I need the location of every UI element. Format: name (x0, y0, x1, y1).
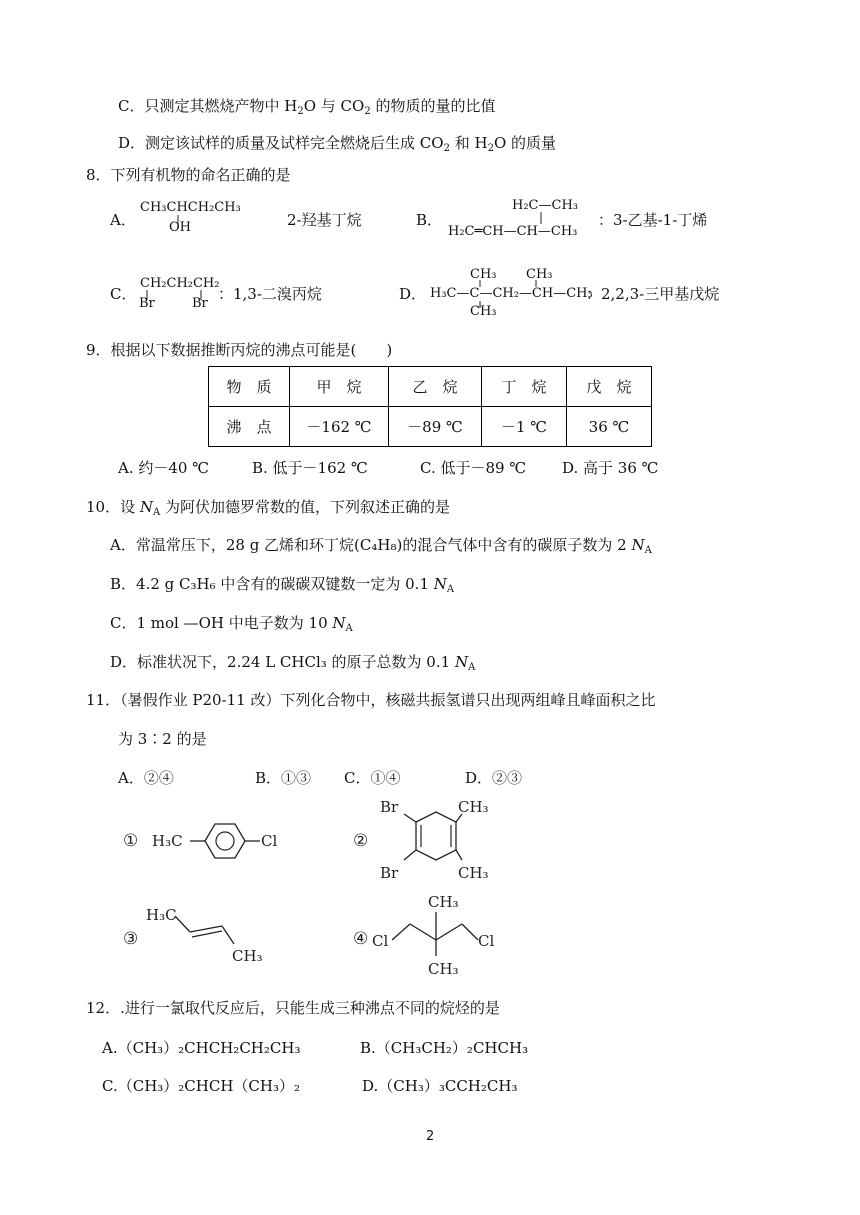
table-cell: －1 ℃ (482, 407, 567, 447)
q11-option-d: D．②③ (465, 769, 523, 787)
q9-option-b: B. 低于－162 ℃ (252, 459, 368, 477)
q11-stem-line2: 为 3∶2 的是 (118, 730, 207, 748)
q11-stem-line1: 11．（暑假作业 P20-11 改）下列化合物中，核磁共振氢谱只出现两组峰且峰面积之比 (86, 691, 656, 709)
q8-c-br1: Br (139, 296, 155, 311)
molecule-2-br-top: Br (380, 798, 399, 816)
molecule-3-2-butene (118, 900, 278, 975)
q10-option-c: C．1 mol —OH 中电子数为 10 $N_A$ (110, 614, 353, 634)
q7-option-c: C．只测定其燃烧产物中 $H_2O$ 与 $CO_2$ 的物质的量的比值 (118, 97, 496, 117)
q11-option-b: B．①③ (255, 769, 312, 787)
q9-option-a: A. 约－40 ℃ (118, 459, 210, 477)
molecule-2-br-bottom: Br (380, 864, 399, 882)
q8-a-name: 2-羟基丁烷 (287, 211, 362, 229)
molecule-2-ch3-top: CH₃ (458, 798, 489, 816)
molecule-4-number: ④ (353, 929, 369, 949)
molecule-3-bottom-group: CH₃ (232, 947, 263, 965)
molecule-4-cl-right: Cl (478, 932, 495, 950)
q11-option-c: C．①④ (344, 769, 401, 787)
q10-option-b: B．4.2 g C₃H₆ 中含有的碳碳双键数一定为 0.1 $N_A$ (110, 575, 455, 595)
q8-c-name: ：1,3-二溴丙烷 (218, 285, 322, 303)
q9-option-c: C. 低于－89 ℃ (420, 459, 527, 477)
q8-d-name: ：2,2,3-三甲基戊烷 (586, 285, 720, 303)
table-cell: 36 ℃ (567, 407, 652, 447)
q10-option-d: D．标准状况下，2.24 L CHCl₃ 的原子总数为 0.1 $N_A$ (110, 653, 476, 673)
molecule-2-dibromo-dimethyl-ring (350, 796, 510, 886)
q10-option-a: A．常温常压下，28 g 乙烯和环丁烷(C₄H₈)的混合气体中含有的碳原子数为 2 $N_A$ (110, 536, 652, 556)
table-row (209, 407, 652, 447)
molecule-1-left-group: H₃C (152, 832, 183, 850)
q8-d-ch3a: CH₃ (470, 267, 497, 282)
q12-option-d: D.（CH₃）₃CCH₂CH₃ (362, 1077, 518, 1095)
q8-option-a-label: A． (110, 211, 136, 229)
molecule-4-dichloro-neopentane (350, 890, 520, 980)
molecule-2-number: ② (353, 831, 369, 851)
q8-a-oh: OH (169, 220, 191, 235)
molecule-3-number: ③ (123, 929, 139, 949)
q11-option-a: A．②④ (118, 769, 174, 787)
q8-c-br2: Br (192, 296, 208, 311)
molecule-4-ch3-bottom: CH₃ (428, 960, 459, 978)
q8-b-name: ：3-乙基-1-丁烯 (598, 211, 708, 229)
q12-option-c: C.（CH₃）₂CHCH（CH₃）₂ (102, 1077, 300, 1095)
molecule-1-number: ① (123, 831, 139, 851)
q8-a-formula: CH₃CHCH₂CH₃ (140, 200, 241, 215)
table-cell: 乙 烷 (389, 367, 482, 407)
q12-option-b: B.（CH₃CH₂）₂CHCH₃ (360, 1039, 529, 1057)
q8-b-top: H₂C—CH₃ (512, 198, 578, 213)
molecule-4-ch3-top: CH₃ (428, 893, 459, 911)
q7-option-d: D．测定该试样的质量及试样完全燃烧后生成 $CO_2$ 和 $H_2O$ 的质量 (118, 134, 557, 154)
q9-stem: 9．根据以下数据推断丙烷的沸点可能是( ) (86, 341, 393, 359)
table-cell: －89 ℃ (389, 407, 482, 447)
q12-option-a: A.（CH₃）₂CHCH₂CH₂CH₃ (102, 1039, 301, 1057)
q8-stem: 8．下列有机物的命名正确的是 (86, 166, 291, 184)
molecule-1-right-group: Cl (261, 832, 278, 850)
table-cell: 甲 烷 (290, 367, 389, 407)
q8-d-ch3c: CH₃ (470, 304, 497, 319)
q12-stem: 12．.进行一氯取代反应后，只能生成三种沸点不同的烷烃的是 (86, 999, 500, 1017)
table-cell: 沸 点 (209, 407, 290, 447)
q8-c-formula: CH₂CH₂CH₂ (140, 276, 220, 291)
q9-option-d: D. 高于 36 ℃ (562, 459, 659, 477)
q8-option-d-label: D． (399, 285, 427, 303)
table-cell: 物 质 (209, 367, 290, 407)
table-cell: －162 ℃ (290, 407, 389, 447)
molecule-3-top-group: H₃C (146, 906, 177, 924)
molecule-4-cl-left: Cl (372, 932, 389, 950)
molecule-1-p-chlorotoluene (118, 815, 288, 865)
table-cell: 戊 烷 (567, 367, 652, 407)
table-cell: 丁 烷 (482, 367, 567, 407)
q8-b-main: H₂C═CH—CH—CH₃ (448, 224, 578, 239)
molecule-2-ch3-bottom: CH₃ (458, 864, 489, 882)
q10-stem: 10．设 $N_A$ 为阿伏加德罗常数的值，下列叙述正确的是 (86, 498, 450, 518)
q8-option-b-label: B． (416, 211, 443, 229)
q8-d-ch3b: CH₃ (526, 267, 553, 282)
table-row (209, 367, 652, 407)
page-number: 2 (426, 1129, 435, 1144)
q8-d-main: H₃C—C—CH₂—CH—CH₃ (430, 286, 593, 301)
boiling-point-table (208, 366, 652, 447)
q8-option-c-label: C． (110, 285, 137, 303)
